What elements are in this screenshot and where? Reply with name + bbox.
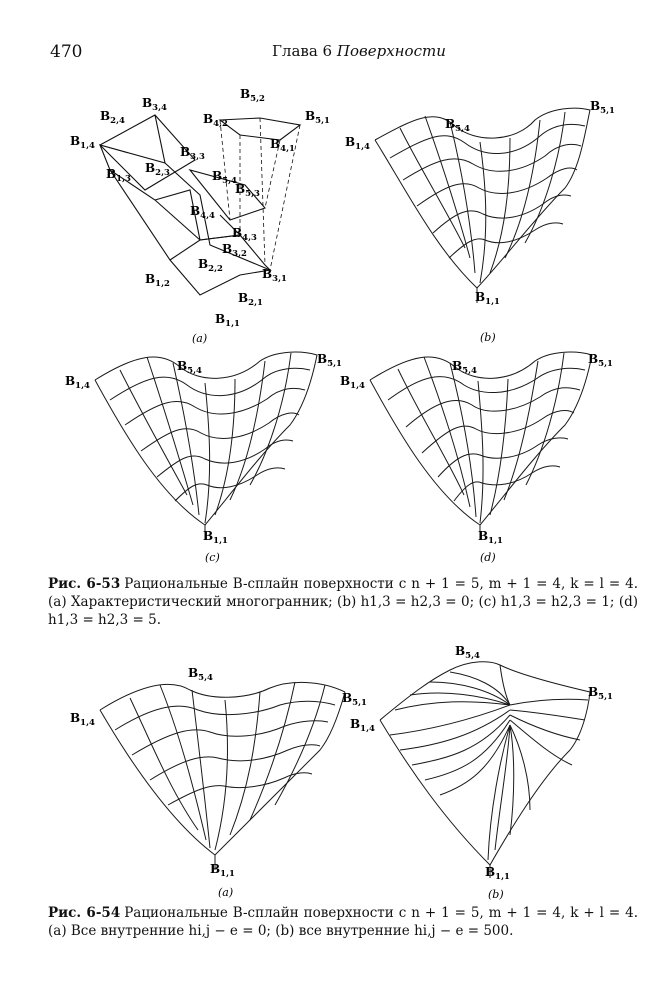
surface-label-bottom: $B_{1,1}$ — [475, 290, 500, 307]
vertex-label-b54: $B_{5,4}$ — [212, 169, 237, 186]
surface-label-bottom-54a: $B_{1,1}$ — [210, 862, 235, 879]
chapter-title: Поверхности — [336, 42, 446, 60]
figure-53-panel-a — [60, 87, 350, 350]
vertex-label-b51: $B_{5,1}$ — [305, 109, 330, 126]
figure-54-caption — [48, 904, 638, 940]
figure-53-caption — [48, 575, 638, 629]
vertex-label-b23: $B_{2,3}$ — [145, 161, 170, 178]
vertex-label-b22: $B_{2,2}$ — [198, 257, 223, 274]
surface-label-bottom-c: $B_{1,1}$ — [203, 529, 228, 546]
surface-label-right: $B_{5,1}$ — [590, 99, 615, 116]
vertex-label-b31: $B_{3,1}$ — [262, 267, 287, 284]
running-head — [272, 42, 446, 60]
figure-54-panel-b — [350, 640, 635, 905]
figure-53-panel-b — [345, 98, 635, 348]
surface-label-right-54a: $B_{5,1}$ — [342, 691, 367, 708]
panel-label-53d: (d) — [480, 551, 496, 564]
panel-label-54b: (b) — [488, 888, 504, 901]
panel-label-53a: (a) — [192, 332, 208, 345]
panel-label-53c: (c) — [205, 551, 220, 564]
figure-54-caption-text: Рациональные B-сплайн поверхности с n + 1 = 5, m + 1 = 4, k + l = 4. (a) Все внутренние hi,j − e = 0; (b) все внутренние hi,j − e = 500. — [48, 905, 638, 939]
panel-label-54a: (a) — [218, 886, 234, 899]
surface-d — [340, 345, 630, 570]
vertex-label-b14: $B_{1,4}$ — [70, 134, 95, 151]
vertex-label-b11: $B_{1,1}$ — [215, 312, 240, 329]
vertex-label-b12: $B_{1,2}$ — [145, 272, 170, 289]
vertex-label-b13: $B_{1,3}$ — [106, 167, 131, 184]
figure-53-panel-d — [340, 345, 630, 570]
vertex-label-b44: $B_{4,4}$ — [190, 204, 215, 221]
figure-54-number: Рис. 6-54 — [48, 905, 121, 921]
vertex-label-b33: $B_{3,3}$ — [180, 145, 205, 162]
surface-label-top-c: $B_{5,4}$ — [177, 359, 202, 376]
vertex-label-b21: $B_{2,1}$ — [238, 291, 263, 308]
surface-label-right-d: $B_{5,1}$ — [588, 352, 613, 369]
vertex-label-b52: $B_{5,2}$ — [240, 87, 265, 104]
control-polyhedron — [60, 87, 350, 350]
vertex-label-b53: $B_{5,3}$ — [235, 182, 260, 199]
figure-53-number: Рис. 6-53 — [48, 576, 121, 592]
page-number: 470 — [50, 42, 83, 62]
surface-label-left: $B_{1,4}$ — [345, 135, 370, 152]
surface-c — [65, 345, 355, 570]
surface-label-top-54a: $B_{5,4}$ — [188, 666, 213, 683]
vertex-label-b32: $B_{3,2}$ — [222, 242, 247, 259]
vertex-label-b34: $B_{3,4}$ — [142, 96, 167, 113]
surface-b — [345, 98, 635, 348]
surface-label-left-d: $B_{1,4}$ — [340, 374, 365, 391]
surface-label-left-54a: $B_{1,4}$ — [70, 711, 95, 728]
chapter-number: Глава 6 — [272, 42, 333, 60]
figure-53-panel-c — [65, 345, 355, 570]
vertex-label-b41: $B_{4,1}$ — [270, 137, 295, 154]
surface-label-bottom-d: $B_{1,1}$ — [478, 529, 503, 546]
panel-label-53b: (b) — [480, 331, 496, 344]
surface-label-top-54b: $B_{5,4}$ — [455, 644, 480, 661]
vertex-label-b42: $B_{4,2}$ — [203, 112, 228, 129]
vertex-label-b24: $B_{2,4}$ — [100, 109, 125, 126]
surface-label-right-54b: $B_{5,1}$ — [588, 685, 613, 702]
vertex-label-b43: $B_{4,3}$ — [232, 226, 257, 243]
surface-label-right-c: $B_{5,1}$ — [317, 352, 342, 369]
surface-label-top-d: $B_{5,4}$ — [452, 359, 477, 376]
surface-54b — [350, 640, 635, 905]
surface-label-bottom-54b: $B_{1,1}$ — [485, 865, 510, 882]
figure-54-panel-a — [70, 660, 367, 905]
surface-label-left-54b: $B_{1,4}$ — [350, 717, 375, 734]
figure-53-caption-text: Рациональные B-сплайн поверхности с n + 1 = 5, m + 1 = 4, k = l = 4. (a) Характеристический многогранник; (b) h1,3 = h2,3 = 0; (c) h1,3 = h2,3 = 1; (d) h1,3 = h2,3 = 5. — [48, 576, 638, 628]
surface-label-left-c: $B_{1,4}$ — [65, 374, 90, 391]
surface-label-top: $B_{5,4}$ — [445, 117, 470, 134]
surface-54a — [70, 660, 367, 905]
